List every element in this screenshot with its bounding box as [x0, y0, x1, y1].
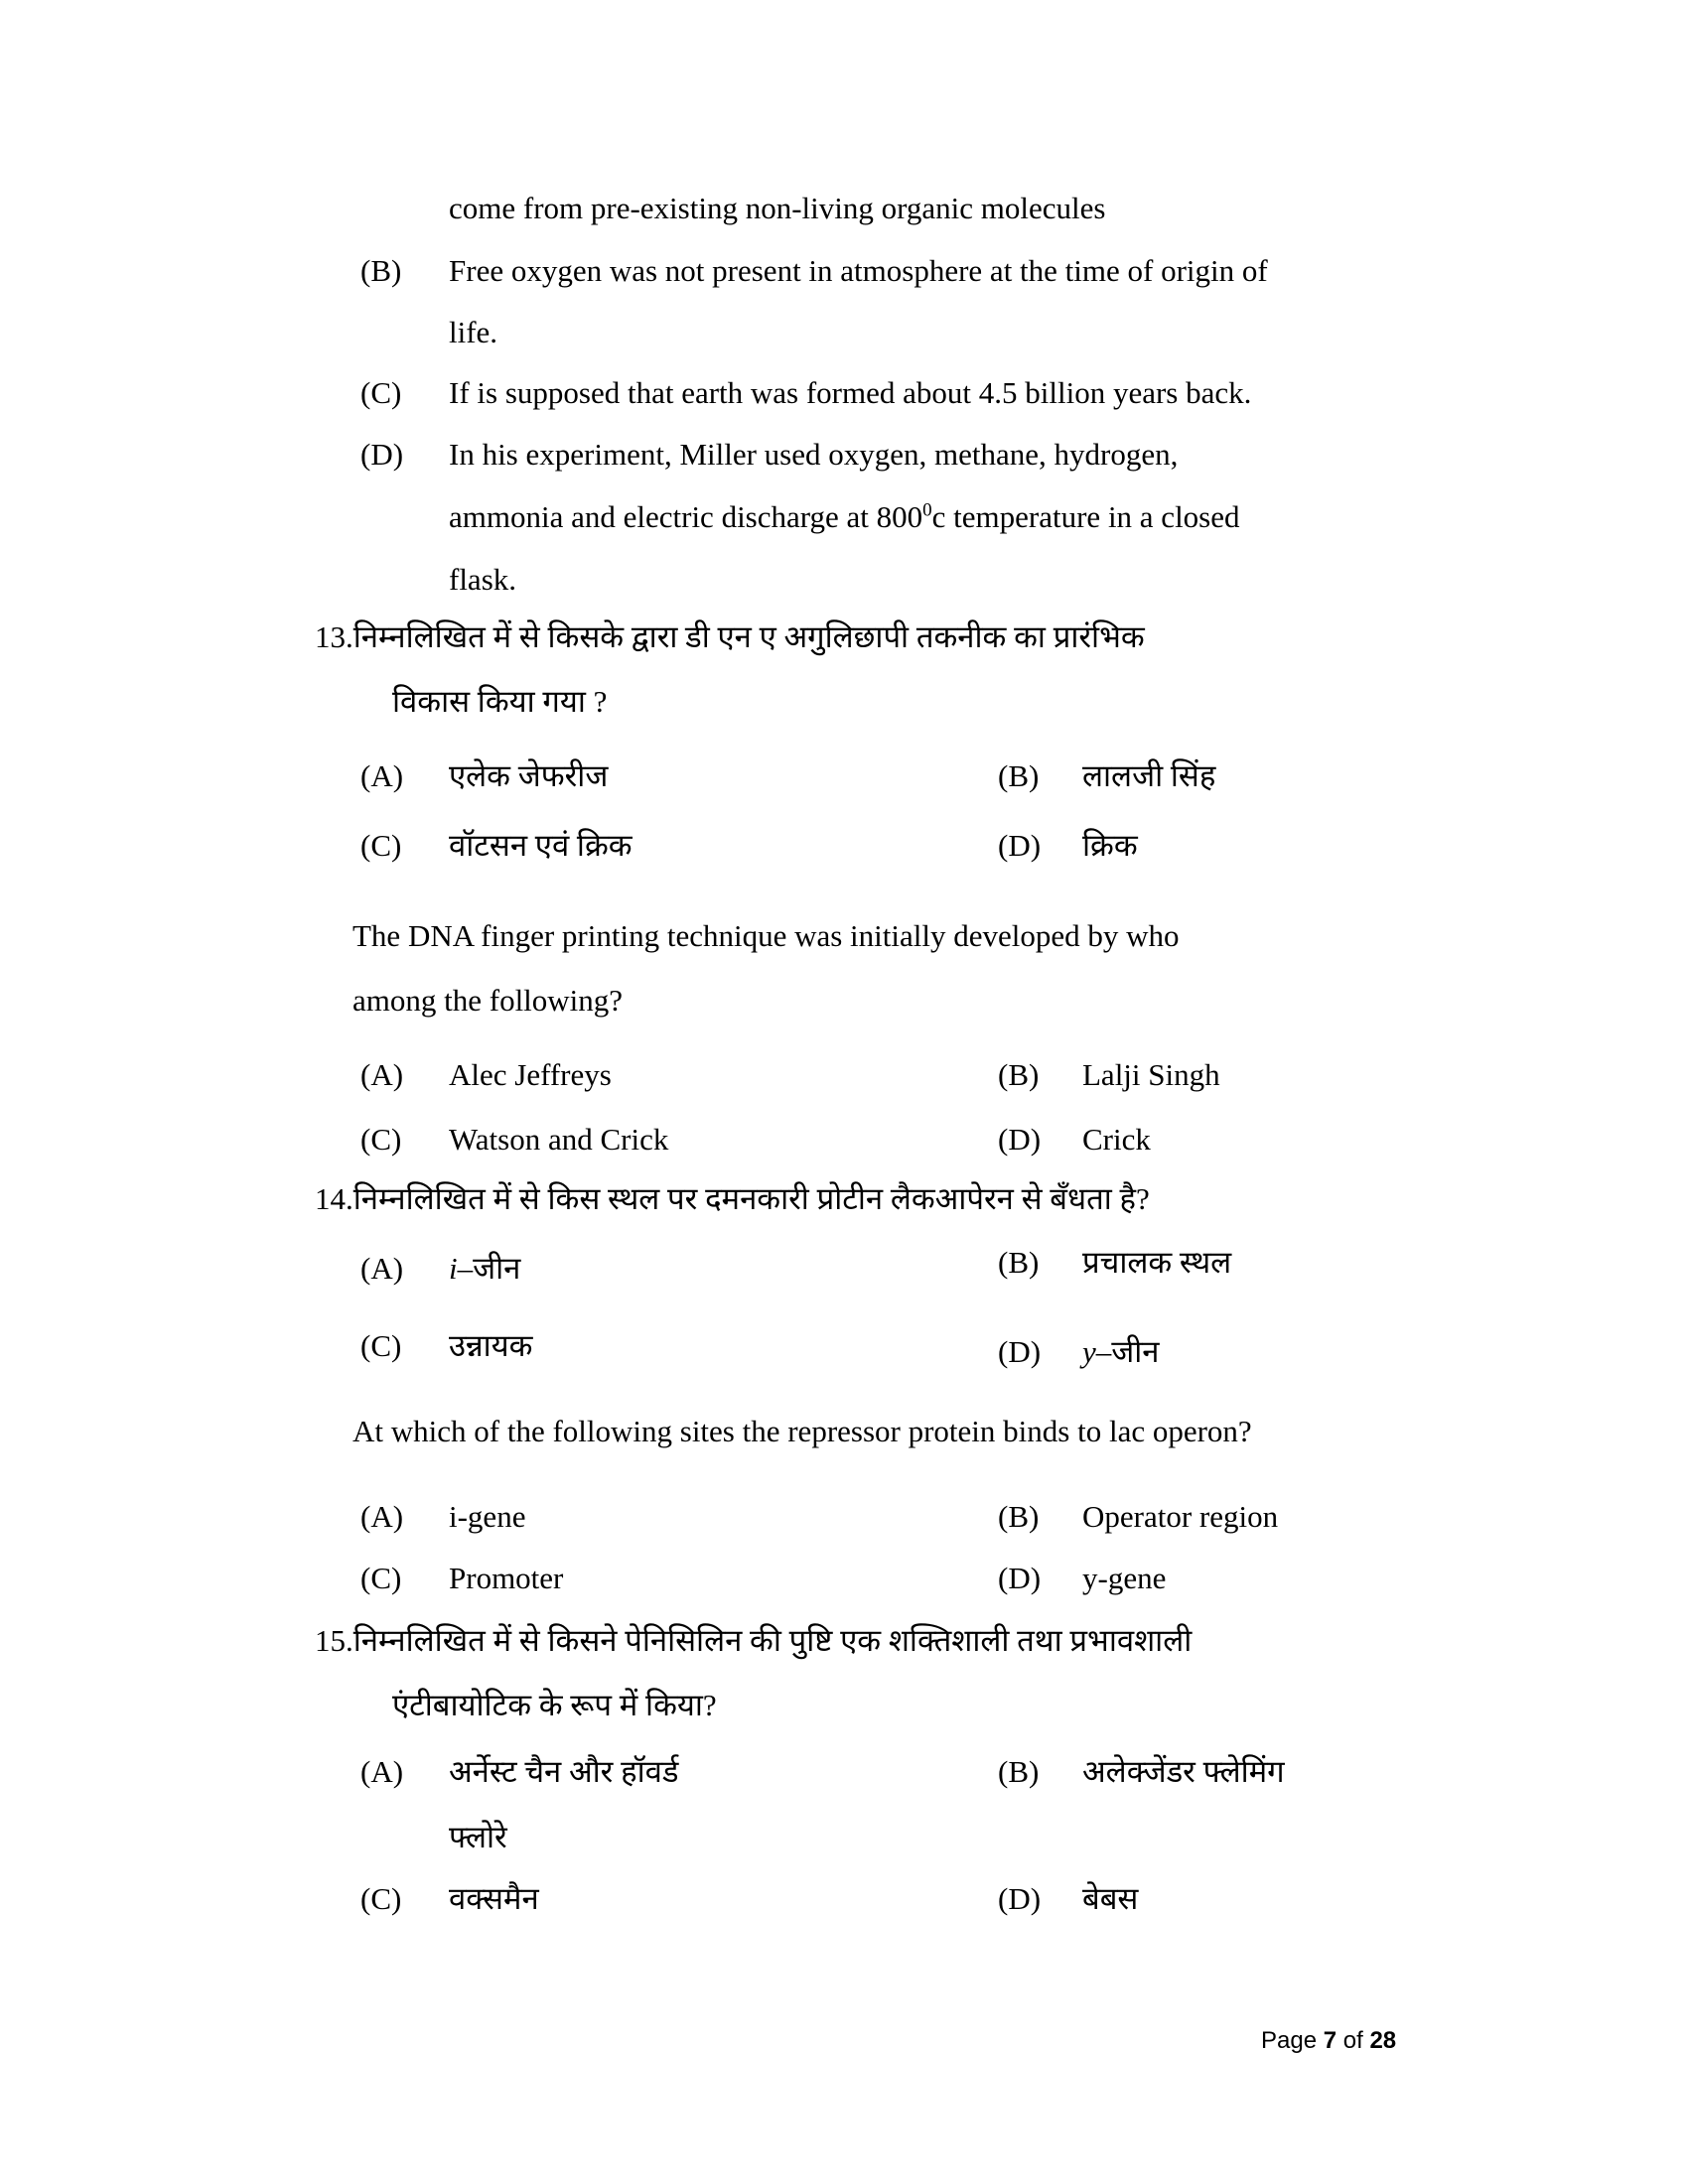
option-letter: (B) [998, 1245, 1040, 1280]
option-label: एलेक जेफरीज [449, 758, 609, 793]
option-label: y-gene [1082, 1561, 1167, 1595]
question-number: 15. [315, 1623, 353, 1658]
option-label: वॉटसन एवं क्रिक [449, 828, 633, 863]
q14-hindi-option-c [360, 1324, 532, 1366]
option-letter: (C) [360, 1881, 402, 1916]
question-text: निम्नलिखित में से किसने पेनिसिलिन की पुष्टि एक शक्तिशाली तथा प्रभावशाली [352, 1623, 1193, 1658]
option-letter: (B) [998, 758, 1040, 793]
option-label: –जीन [457, 1251, 521, 1286]
carryover-option-b [360, 253, 1268, 289]
q13-hindi-option-c [360, 824, 633, 866]
option-letter: (C) [360, 1122, 402, 1157]
option-letter: (B) [360, 253, 402, 288]
option-label: Watson and Crick [449, 1122, 669, 1157]
q13-english-option-c [360, 1122, 668, 1158]
option-text: ammonia and electric discharge at 800 [449, 499, 923, 534]
q15-hindi-option-d [998, 1877, 1138, 1919]
option-text: Free oxygen was not present in atmosphere at the time of origin of [449, 253, 1268, 288]
question-15-hindi-line2: एंटीबायोटिक के रूप में किया? [392, 1688, 717, 1722]
option-label: अर्नेस्ट चैन और हॉवर्ड [449, 1754, 679, 1789]
option-letter: (B) [998, 1754, 1040, 1789]
option-label: उन्नायक [449, 1328, 533, 1363]
q13-english-option-b [998, 1057, 1220, 1093]
q14-hindi-option-a [360, 1247, 520, 1289]
footer-page-number: 7 [1323, 2027, 1337, 2054]
question-text: निम्नलिखित में से किसके द्वारा डी एन ए अगुलिछापी तकनीक का प्रारंभिक [352, 619, 1145, 654]
q14-hindi-option-d [998, 1330, 1160, 1372]
q14-english-option-c [360, 1561, 563, 1596]
option-label: अलेक्जेंडर फ्लेमिंग [1082, 1754, 1285, 1789]
q13-english-option-a [360, 1057, 612, 1093]
q15-hindi-option-a-line2: फ्लोरे [449, 1820, 507, 1854]
question-15-hindi-line1 [315, 1619, 1192, 1661]
carryover-option-d [360, 437, 1178, 473]
q15-hindi-option-b [998, 1750, 1285, 1792]
option-label: –जीन [1095, 1334, 1160, 1369]
option-letter: (D) [998, 1122, 1042, 1157]
q13-english-option-d [998, 1122, 1151, 1158]
carryover-option-d-line3: flask. [449, 562, 517, 597]
option-gene-symbol: i [449, 1251, 458, 1286]
option-gene-symbol: y [1082, 1334, 1096, 1369]
question-13-english-line1: The DNA finger printing technique was initially developed by who [352, 918, 1180, 953]
option-letter: (C) [360, 1328, 402, 1363]
q15-hindi-option-c [360, 1877, 539, 1919]
option-letter: (A) [360, 1754, 404, 1789]
option-letter: (C) [360, 1561, 402, 1595]
q14-english-option-d [998, 1561, 1166, 1596]
q13-hindi-option-a [360, 754, 608, 796]
q15-hindi-option-a [360, 1750, 678, 1792]
q14-hindi-option-b [998, 1241, 1231, 1283]
carryover-option-d-line2 [449, 499, 1240, 535]
carryover-option-a-continuation: come from pre-existing non-living organic molecules [449, 191, 1106, 225]
q14-english-option-b [998, 1499, 1278, 1535]
question-14-hindi-line1 [315, 1177, 1150, 1219]
option-text: If is supposed that earth was formed about 4.5 billion years back. [449, 375, 1252, 410]
footer-of-word: of [1336, 2027, 1370, 2054]
option-label: Promoter [449, 1561, 564, 1595]
option-letter: (D) [998, 1561, 1042, 1595]
question-14-english-line1: At which of the following sites the repressor protein binds to lac operon? [352, 1414, 1252, 1448]
footer-page-word: Page [1261, 2027, 1324, 2054]
carryover-option-c [360, 375, 1251, 411]
q13-hindi-option-b [998, 754, 1215, 796]
page-footer [1261, 2027, 1396, 2055]
option-letter: (B) [998, 1057, 1040, 1092]
option-text: c temperature in a closed [931, 499, 1240, 534]
question-text: निम्नलिखित में से किस स्थल पर दमनकारी प्रोटीन लैकआपेरन से बँधता है? [352, 1181, 1150, 1216]
option-label: Crick [1082, 1122, 1151, 1157]
option-label: Operator region [1082, 1499, 1279, 1534]
option-letter: (A) [360, 1499, 404, 1534]
q14-english-option-a [360, 1499, 525, 1535]
option-label: लालजी सिंह [1082, 758, 1216, 793]
question-13-hindi-line2: विकास किया गया ? [392, 684, 608, 719]
carryover-option-b-line2: life. [449, 315, 498, 349]
option-letter: (A) [360, 1057, 404, 1092]
q13-hindi-option-d [998, 824, 1138, 866]
option-letter: (C) [360, 375, 402, 410]
option-letter: (C) [360, 828, 402, 863]
option-letter: (A) [360, 1251, 404, 1286]
question-number: 14. [315, 1181, 353, 1216]
option-letter: (D) [998, 1334, 1042, 1369]
option-text: In his experiment, Miller used oxygen, methane, hydrogen, [449, 437, 1179, 472]
footer-total-pages: 28 [1369, 2027, 1397, 2054]
question-number: 13. [315, 619, 353, 654]
option-label: प्रचालक स्थल [1082, 1245, 1232, 1280]
option-label: वक्समैन [449, 1881, 539, 1916]
option-letter: (D) [360, 437, 404, 472]
option-letter: (B) [998, 1499, 1040, 1534]
option-letter: (A) [360, 758, 404, 793]
option-label: क्रिक [1082, 828, 1138, 863]
option-label: Alec Jeffreys [449, 1057, 612, 1092]
question-13-hindi-line1 [315, 615, 1145, 657]
superscript-zero: 0 [922, 499, 932, 521]
option-letter: (D) [998, 828, 1042, 863]
option-label: Lalji Singh [1082, 1057, 1220, 1092]
option-label: i-gene [449, 1499, 526, 1534]
question-13-english-line2: among the following? [352, 983, 624, 1018]
option-letter: (D) [998, 1881, 1042, 1916]
option-label: बेबस [1082, 1881, 1139, 1916]
